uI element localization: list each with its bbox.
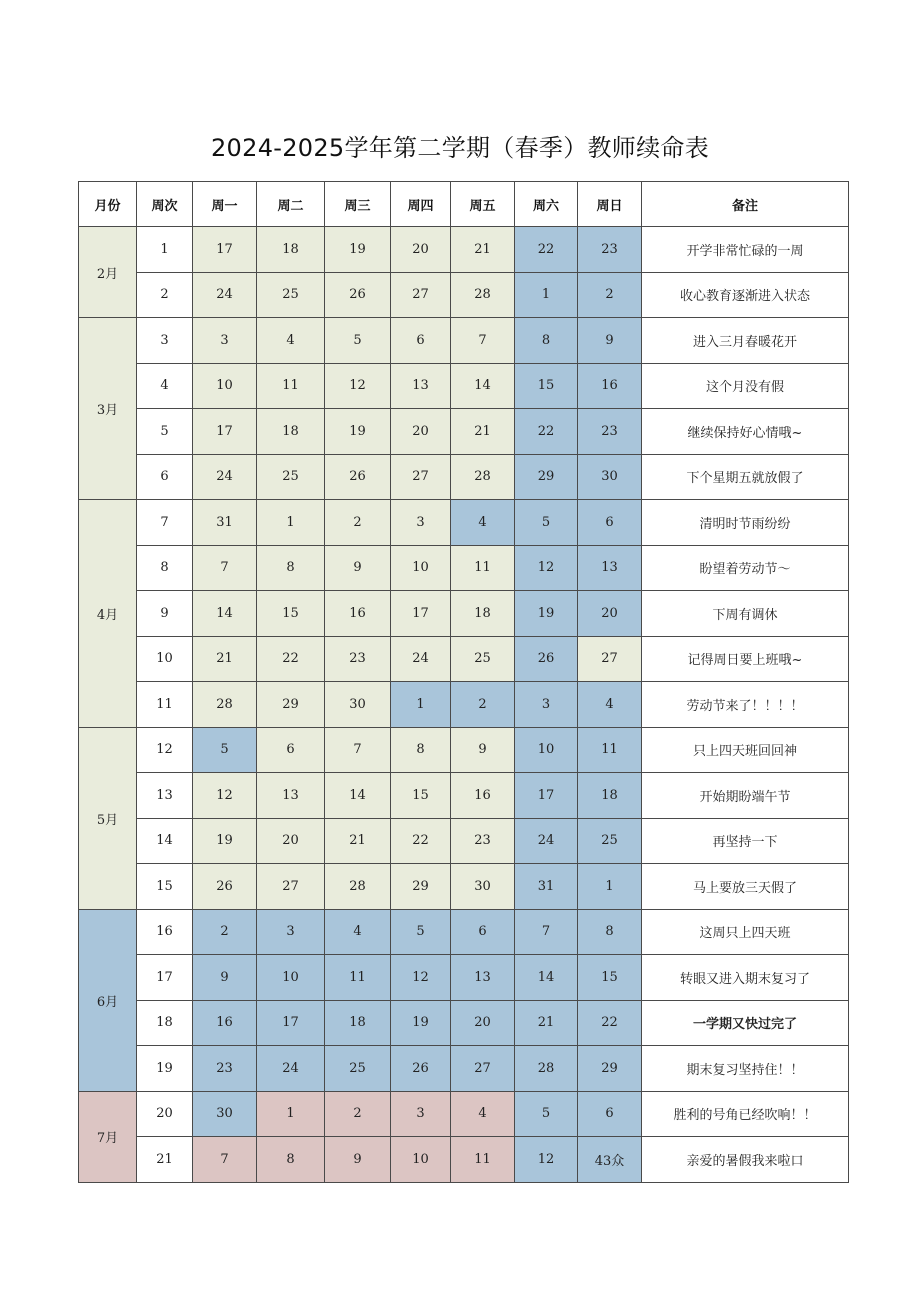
day-cell: 1 (515, 272, 578, 318)
day-cell: 9 (578, 318, 642, 364)
day-cell: 24 (391, 636, 451, 682)
day-cell: 9 (325, 1137, 391, 1183)
day-cell: 8 (257, 1137, 325, 1183)
day-cell: 5 (515, 500, 578, 546)
week-number-cell: 21 (137, 1137, 193, 1183)
table-row (79, 1091, 849, 1137)
day-cell: 29 (257, 682, 325, 728)
day-cell: 16 (193, 1000, 257, 1046)
table-row (79, 909, 849, 955)
day-cell: 5 (515, 1091, 578, 1137)
day-cell: 18 (257, 409, 325, 455)
note-cell: 继续保持好心情哦~ (642, 409, 849, 455)
day-cell: 12 (515, 545, 578, 591)
note-cell: 记得周日要上班哦~ (642, 636, 849, 682)
day-cell: 23 (578, 227, 642, 273)
day-cell: 5 (391, 909, 451, 955)
header-sat: 周六 (515, 182, 578, 227)
week-number-cell: 3 (137, 318, 193, 364)
day-cell: 23 (451, 818, 515, 864)
header-thu: 周四 (391, 182, 451, 227)
day-cell: 6 (391, 318, 451, 364)
header-mon: 周一 (193, 182, 257, 227)
week-number-cell: 13 (137, 773, 193, 819)
table-row (79, 363, 849, 409)
table-row (79, 591, 849, 637)
day-cell: 13 (451, 955, 515, 1001)
note-cell: 马上要放三天假了 (642, 864, 849, 910)
week-number-cell: 17 (137, 955, 193, 1001)
day-cell: 30 (325, 682, 391, 728)
day-cell: 26 (325, 454, 391, 500)
calendar-table (78, 181, 849, 1183)
day-cell: 5 (325, 318, 391, 364)
day-cell: 16 (578, 363, 642, 409)
day-cell: 14 (325, 773, 391, 819)
day-cell: 6 (578, 1091, 642, 1137)
day-cell: 13 (257, 773, 325, 819)
note-cell: 一学期又快过完了 (642, 1000, 849, 1046)
day-cell: 10 (391, 545, 451, 591)
day-cell: 11 (257, 363, 325, 409)
week-number-cell: 19 (137, 1046, 193, 1092)
table-row (79, 636, 849, 682)
day-cell: 4 (451, 500, 515, 546)
table-row (79, 227, 849, 273)
day-cell: 4 (325, 909, 391, 955)
month-cell: 2月 (79, 227, 137, 318)
note-cell: 这周只上四天班 (642, 909, 849, 955)
table-row (79, 955, 849, 1001)
day-cell: 22 (391, 818, 451, 864)
day-cell: 15 (391, 773, 451, 819)
day-cell: 2 (325, 1091, 391, 1137)
day-cell: 19 (325, 227, 391, 273)
day-cell: 11 (451, 1137, 515, 1183)
day-cell: 10 (515, 727, 578, 773)
day-cell: 17 (391, 591, 451, 637)
day-cell: 12 (391, 955, 451, 1001)
table-row (79, 1000, 849, 1046)
note-cell: 收心教育逐渐进入状态 (642, 272, 849, 318)
header-week: 周次 (137, 182, 193, 227)
note-cell: 胜利的号角已经吹响！！ (642, 1091, 849, 1137)
table-row (79, 1137, 849, 1183)
day-cell: 29 (391, 864, 451, 910)
day-cell: 14 (451, 363, 515, 409)
table-row (79, 1046, 849, 1092)
day-cell: 24 (193, 454, 257, 500)
day-cell: 8 (515, 318, 578, 364)
day-cell: 4 (451, 1091, 515, 1137)
week-number-cell: 10 (137, 636, 193, 682)
day-cell: 1 (257, 1091, 325, 1137)
week-number-cell: 7 (137, 500, 193, 546)
table-row (79, 727, 849, 773)
week-number-cell: 2 (137, 272, 193, 318)
month-cell: 6月 (79, 909, 137, 1091)
day-cell: 8 (257, 545, 325, 591)
note-cell: 清明时节雨纷纷 (642, 500, 849, 546)
day-cell: 29 (515, 454, 578, 500)
note-cell: 这个月没有假 (642, 363, 849, 409)
day-cell: 16 (451, 773, 515, 819)
week-number-cell: 18 (137, 1000, 193, 1046)
day-cell: 29 (578, 1046, 642, 1092)
day-cell: 28 (325, 864, 391, 910)
day-cell: 7 (451, 318, 515, 364)
day-cell: 31 (515, 864, 578, 910)
day-cell: 23 (578, 409, 642, 455)
calendar-body (79, 227, 849, 1183)
header-notes: 备注 (642, 182, 849, 227)
header-tue: 周二 (257, 182, 325, 227)
week-number-cell: 14 (137, 818, 193, 864)
day-cell: 19 (515, 591, 578, 637)
day-cell: 4 (257, 318, 325, 364)
note-cell: 进入三月春暖花开 (642, 318, 849, 364)
day-cell: 3 (193, 318, 257, 364)
day-cell: 20 (578, 591, 642, 637)
header-fri: 周五 (451, 182, 515, 227)
day-cell: 10 (391, 1137, 451, 1183)
day-cell: 20 (391, 227, 451, 273)
day-cell: 5 (193, 727, 257, 773)
day-cell: 21 (515, 1000, 578, 1046)
note-cell: 期末复习坚持住！！ (642, 1046, 849, 1092)
day-cell: 13 (578, 545, 642, 591)
page-title: 2024-2025学年第二学期（春季）教师续命表 (210, 134, 709, 162)
note-cell: 劳动节来了！！！！ (642, 682, 849, 728)
day-cell: 21 (451, 409, 515, 455)
day-cell: 8 (391, 727, 451, 773)
day-cell: 7 (193, 1137, 257, 1183)
day-cell: 18 (578, 773, 642, 819)
day-cell: 21 (325, 818, 391, 864)
day-cell: 22 (578, 1000, 642, 1046)
day-cell: 19 (325, 409, 391, 455)
note-cell: 转眼又进入期末复习了 (642, 955, 849, 1001)
day-cell: 18 (325, 1000, 391, 1046)
day-cell: 10 (257, 955, 325, 1001)
day-cell: 26 (193, 864, 257, 910)
day-cell: 25 (257, 454, 325, 500)
day-cell: 26 (391, 1046, 451, 1092)
day-cell: 7 (193, 545, 257, 591)
day-cell: 17 (515, 773, 578, 819)
table-row (79, 272, 849, 318)
day-cell: 25 (257, 272, 325, 318)
week-number-cell: 5 (137, 409, 193, 455)
table-row (79, 318, 849, 364)
day-cell: 18 (451, 591, 515, 637)
day-cell: 25 (325, 1046, 391, 1092)
day-cell: 8 (578, 909, 642, 955)
day-cell: 10 (193, 363, 257, 409)
day-cell: 1 (578, 864, 642, 910)
day-cell: 28 (451, 454, 515, 500)
day-cell: 19 (391, 1000, 451, 1046)
day-cell: 24 (515, 818, 578, 864)
day-cell: 9 (193, 955, 257, 1001)
week-number-cell: 1 (137, 227, 193, 273)
day-cell: 17 (257, 1000, 325, 1046)
day-cell: 13 (391, 363, 451, 409)
day-cell: 31 (193, 500, 257, 546)
table-row (79, 818, 849, 864)
week-number-cell: 20 (137, 1091, 193, 1137)
day-cell: 7 (325, 727, 391, 773)
day-cell: 14 (193, 591, 257, 637)
note-cell: 下个星期五就放假了 (642, 454, 849, 500)
month-cell: 3月 (79, 318, 137, 500)
week-number-cell: 15 (137, 864, 193, 910)
week-number-cell: 12 (137, 727, 193, 773)
day-cell: 30 (193, 1091, 257, 1137)
day-cell: 3 (515, 682, 578, 728)
day-cell: 11 (578, 727, 642, 773)
day-cell: 19 (193, 818, 257, 864)
day-cell: 15 (515, 363, 578, 409)
table-row (79, 773, 849, 819)
table-row (79, 682, 849, 728)
day-cell: 22 (515, 227, 578, 273)
day-cell: 12 (193, 773, 257, 819)
day-cell: 27 (391, 454, 451, 500)
note-cell: 再坚持一下 (642, 818, 849, 864)
day-cell: 2 (193, 909, 257, 955)
day-cell: 14 (515, 955, 578, 1001)
day-cell: 21 (193, 636, 257, 682)
month-cell: 4月 (79, 500, 137, 728)
table-row (79, 545, 849, 591)
day-cell: 26 (515, 636, 578, 682)
note-cell: 下周有调休 (642, 591, 849, 637)
day-cell: 11 (451, 545, 515, 591)
day-cell: 15 (578, 955, 642, 1001)
day-cell: 22 (515, 409, 578, 455)
day-cell: 16 (325, 591, 391, 637)
day-cell: 27 (257, 864, 325, 910)
day-cell: 43众 (578, 1137, 642, 1183)
day-cell: 3 (391, 500, 451, 546)
table-row (79, 454, 849, 500)
day-cell: 15 (257, 591, 325, 637)
table-row (79, 864, 849, 910)
day-cell: 24 (257, 1046, 325, 1092)
day-cell: 17 (193, 227, 257, 273)
week-number-cell: 8 (137, 545, 193, 591)
day-cell: 23 (193, 1046, 257, 1092)
week-number-cell: 11 (137, 682, 193, 728)
day-cell: 1 (391, 682, 451, 728)
table-row (79, 500, 849, 546)
header-row (79, 182, 849, 227)
week-number-cell: 16 (137, 909, 193, 955)
day-cell: 26 (325, 272, 391, 318)
day-cell: 27 (578, 636, 642, 682)
header-wed: 周三 (325, 182, 391, 227)
table-row (79, 409, 849, 455)
day-cell: 30 (451, 864, 515, 910)
day-cell: 9 (325, 545, 391, 591)
note-cell: 开始期盼端午节 (642, 773, 849, 819)
week-number-cell: 9 (137, 591, 193, 637)
week-number-cell: 4 (137, 363, 193, 409)
day-cell: 22 (257, 636, 325, 682)
day-cell: 27 (391, 272, 451, 318)
day-cell: 2 (325, 500, 391, 546)
day-cell: 6 (451, 909, 515, 955)
day-cell: 3 (391, 1091, 451, 1137)
day-cell: 30 (578, 454, 642, 500)
day-cell: 2 (451, 682, 515, 728)
day-cell: 23 (325, 636, 391, 682)
day-cell: 28 (193, 682, 257, 728)
week-number-cell: 6 (137, 454, 193, 500)
header-month: 月份 (79, 182, 137, 227)
day-cell: 1 (257, 500, 325, 546)
day-cell: 27 (451, 1046, 515, 1092)
day-cell: 20 (391, 409, 451, 455)
day-cell: 12 (325, 363, 391, 409)
day-cell: 20 (451, 1000, 515, 1046)
day-cell: 6 (578, 500, 642, 546)
day-cell: 17 (193, 409, 257, 455)
day-cell: 7 (515, 909, 578, 955)
day-cell: 25 (578, 818, 642, 864)
note-cell: 盼望着劳动节～ (642, 545, 849, 591)
day-cell: 4 (578, 682, 642, 728)
day-cell: 11 (325, 955, 391, 1001)
day-cell: 28 (451, 272, 515, 318)
day-cell: 3 (257, 909, 325, 955)
day-cell: 18 (257, 227, 325, 273)
note-cell: 只上四天班回回神 (642, 727, 849, 773)
day-cell: 28 (515, 1046, 578, 1092)
day-cell: 12 (515, 1137, 578, 1183)
month-cell: 7月 (79, 1091, 137, 1182)
month-cell: 5月 (79, 727, 137, 909)
day-cell: 6 (257, 727, 325, 773)
day-cell: 25 (451, 636, 515, 682)
header-sun: 周日 (578, 182, 642, 227)
day-cell: 20 (257, 818, 325, 864)
day-cell: 2 (578, 272, 642, 318)
note-cell: 亲爱的暑假我来啦口 (642, 1137, 849, 1183)
note-cell: 开学非常忙碌的一周 (642, 227, 849, 273)
day-cell: 9 (451, 727, 515, 773)
day-cell: 24 (193, 272, 257, 318)
day-cell: 21 (451, 227, 515, 273)
